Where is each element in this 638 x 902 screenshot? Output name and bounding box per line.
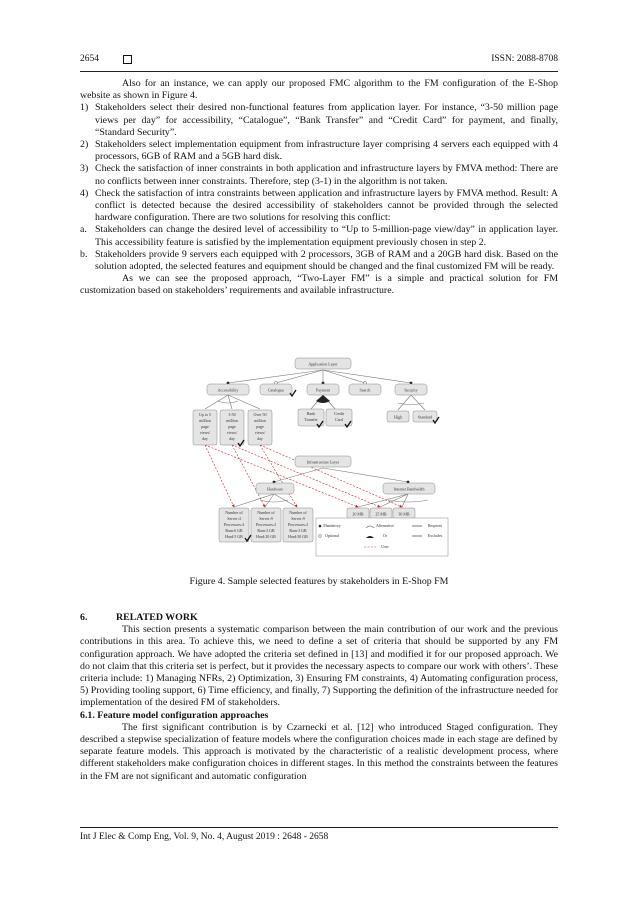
hardware-option-label: Server:9 (259, 516, 273, 521)
accessibility-option-label: Up to 5 (199, 412, 211, 417)
list-marker: b. (80, 248, 88, 260)
app-feature-label: Payment (316, 387, 330, 393)
accessibility-option-label: views/ (254, 430, 266, 435)
hardware-option-label: Number of (289, 510, 307, 515)
legend-label: Or (382, 533, 388, 538)
feature-model-diagram (190, 352, 465, 567)
list-marker: a. (80, 224, 87, 236)
app-feature-label: Search (359, 387, 371, 393)
hardware-option-label: Number of (225, 510, 243, 515)
footer-rule (80, 827, 558, 828)
subsection-paragraph: The first significant contribution is by Czarnecki et al. [12] who introduced Staged configuration. They described a stepwise specialization of feature models where the configuration choices made in each stage are defined by separate feature models. This approach is motivated by the characteristic of a realistic development process, where different stakeholders make configuration choices in different stages. In this method the constraints between the features in the FM are not significant and automatic configuration (80, 721, 558, 782)
accessibility-option-label: day (257, 436, 263, 441)
steps-list (80, 102, 558, 273)
hardware-option-label: Processors:4 (223, 522, 245, 527)
section-heading (80, 612, 558, 624)
bandwidth-option-label: 25 MB (375, 511, 387, 517)
accessibility-option-label: million (254, 418, 266, 423)
accessibility-option-label: page (201, 424, 209, 429)
bandwidth-option-label: 30 MB (398, 511, 410, 517)
figure-4 (190, 352, 465, 567)
accessibility-option-label: day (202, 436, 208, 441)
accessibility-option-label: views/ (226, 430, 238, 435)
subsection-heading: 6.1. Feature model configuration approaches (80, 709, 269, 721)
app-feature-label: Accessibility (217, 387, 239, 393)
infra-feature-label: Internet Bandwidth (393, 486, 425, 492)
list-text: Stakeholders provide 9 servers each equipped with 2 processors, 3GB of RAM and a 20GB hard disk. Based on the solution adopted, the selected features and equipment should be changed and the final customized FM will be ready. (95, 248, 558, 273)
section-6 (80, 612, 558, 783)
list-marker: 3) (80, 163, 89, 175)
intro-paragraph: Also for an instance, we can apply our proposed FMC algorithm to the FM configuration of the E-Shop website as shown in Figure 4. (80, 78, 558, 102)
header-rule (80, 71, 558, 72)
hardware-option-label: Server:4 (227, 516, 241, 521)
accessibility-option-label: views/ (199, 430, 211, 435)
security-option-label: High (394, 414, 402, 420)
app-layer-label: Application Layer (308, 361, 338, 367)
accessibility-option-label: page (228, 424, 236, 429)
footer-citation: Int J Elec & Comp Eng, Vol. 9, No. 4, August 2019 : 2648 - 2658 (80, 832, 329, 842)
payment-option-label: Transfer (304, 417, 318, 422)
hardware-option-label: Processors:2 (287, 522, 309, 527)
list-text: Stakeholders can change the desired level of accessibility to “Up to 5-million-page view/day” in application layer. This accessibility feature is satisfied by the implementation equipment previously chosen in step 2. (95, 224, 558, 248)
legend-label: Optional (325, 533, 339, 538)
list-item (80, 249, 558, 273)
page-number: 2654 (80, 54, 99, 64)
section-title: RELATED WORK (116, 612, 198, 623)
app-feature-label: Catalogue (267, 387, 285, 393)
issn: ISSN: 2088-8708 (491, 54, 558, 64)
hardware-option-label: Ram:3 GB (257, 528, 275, 533)
list-item (80, 139, 558, 163)
payment-option-label: Credit (334, 411, 344, 416)
section-paragraph: This section presents a systematic comparison between the main contribution of our work and the previous contributions in this area. To achieve this, we need to define a set of criteria that should be supported by any FM configuration approach. We have adopted the criteria set defined in [13] and modified it for our proposed approach. We do not claim that this criteria set is perfect, but it provides the necessary aspects to compare our work with others’. These criteria include: 1) Managing NFRs, 2) Optimization, 3) Ensuring FM constraints, 4) Automating configuration process, 5) Providing tooling support, 6) Time efficiency, and finally, 7) Supporting the definition of the infrastructure needed for implementation of the desired FM of stakeholders. (80, 624, 558, 709)
hardware-option-label: Ram:3 GB (289, 528, 307, 533)
list-item (80, 102, 558, 139)
bandwidth-option-label: 20 MB (352, 511, 364, 517)
list-text: Stakeholders select their desired non-functional features from application layer. For instance, “3-50 million page views per day” for accessibility, “Catalogue”, “Bank Transfer” and “Credit Card” for payment, and finally, “Standard Security”. (95, 102, 558, 138)
accessibility-option-label: million (226, 418, 238, 423)
list-marker: 2) (80, 139, 89, 151)
list-item (80, 188, 558, 225)
accessibility-option-label: day (229, 436, 235, 441)
list-text: Check the satisfaction of inner constraints in both application and infrastructure layers by FMVA method: There are no conflicts between inner constraints. Therefore, step (3-1) in the algorithm is not taken. (95, 163, 558, 187)
legend-label: Excludes (427, 533, 443, 538)
accessibility-option-label: million (199, 418, 211, 423)
conclusion-paragraph: As we can see the proposed approach, “Two-Layer FM” is a simple and practical solution for FM customization based on stakeholders’ requirements and available infrastructure. (80, 273, 558, 297)
hardware-option-label: Server:9 (291, 516, 305, 521)
hardware-option-label: Processors:2 (255, 522, 277, 527)
payment-option-label: Bank (306, 411, 316, 416)
accessibility-option-label: page (256, 424, 264, 429)
figure-caption: Figure 4. Sample selected features by stakeholders in E-Shop FM (189, 576, 449, 587)
legend-label: Mandatory (323, 523, 341, 528)
running-header (80, 54, 558, 68)
infra-layer-label: Infrastructure Layer (306, 459, 340, 465)
app-feature-label: Security (404, 387, 418, 393)
payment-option-label: Card (335, 417, 343, 422)
square-icon (123, 55, 132, 64)
legend-label: Alternative (376, 523, 394, 528)
security-option-label: Standard (417, 414, 433, 420)
list-item (80, 163, 558, 187)
hardware-option-label: Hard:20 GB (256, 534, 276, 539)
list-marker: 4) (80, 187, 89, 199)
hardware-option-label: Hard:5 GB (225, 534, 243, 539)
accessibility-option-label: 3-50 (228, 412, 236, 417)
body-text (80, 78, 558, 298)
legend-label: User (381, 544, 389, 549)
list-text: Check the satisfaction of intra constraints between application and infrastructure layers by FMVA method. Result: A conflict is detected because the desired accessibility of stakeholders cannot be provided through the selected hardware configuration. There are two solutions for resolving this conflict: (95, 187, 558, 224)
list-text: Stakeholders select implementation equipment from infrastructure layer comprising 4 servers each equipped with 4 processors, 6GB of RAM and a 5GB hard disk. (95, 139, 558, 163)
section-number: 6. (80, 612, 88, 623)
hardware-option-label: Ram:6 GB (225, 528, 243, 533)
infra-feature-label: Hardware (267, 486, 283, 492)
hardware-option-label: Hard:50 GB (288, 534, 308, 539)
list-item (80, 224, 558, 248)
hardware-option-label: Number of (257, 510, 275, 515)
legend-label: Requires (427, 523, 443, 528)
list-marker: 1) (80, 102, 89, 114)
accessibility-option-label: Over 50 (253, 412, 267, 417)
